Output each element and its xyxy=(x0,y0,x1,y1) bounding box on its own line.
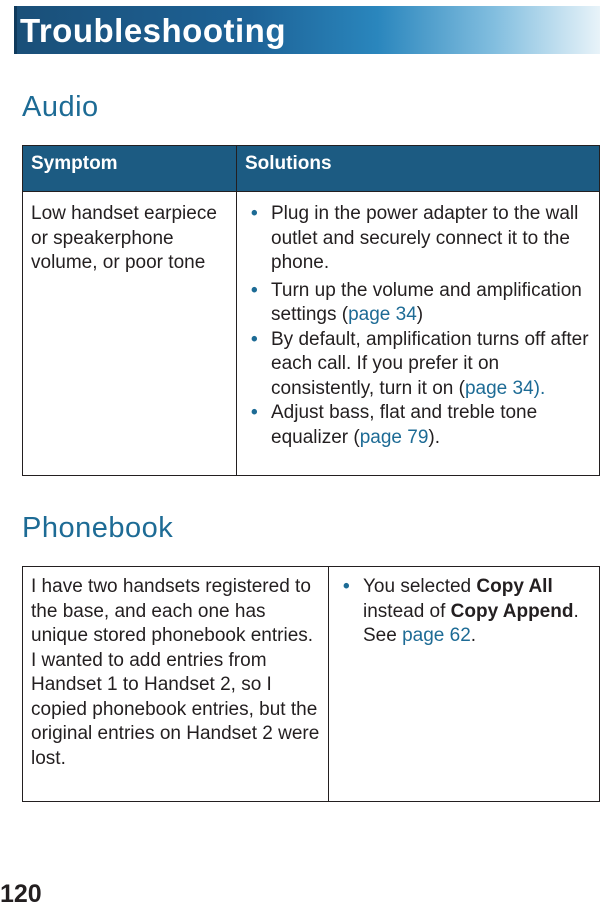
solutions-cell xyxy=(237,192,600,476)
bullet-icon: • xyxy=(343,576,350,597)
solution-text: Plug in the power adapter to the wall outlet and securely connect it to the phone. xyxy=(271,203,579,273)
solution-cell xyxy=(329,567,600,802)
menu-option-copy-append: Copy Append xyxy=(450,600,574,622)
solution-text: ). xyxy=(428,426,441,448)
phonebook-table xyxy=(22,566,600,802)
page-link[interactable]: page 34). xyxy=(464,377,546,399)
bullet-icon: • xyxy=(251,402,258,423)
symptom-column-header: Symptom xyxy=(23,146,237,192)
table-row xyxy=(23,567,600,802)
list-item xyxy=(245,328,591,402)
table-row xyxy=(23,192,600,476)
solutions-list xyxy=(337,575,591,649)
page-number: 120 xyxy=(0,880,42,908)
list-item xyxy=(337,575,591,649)
solution-text: . xyxy=(470,625,477,646)
page-title: Troubleshooting xyxy=(20,12,286,49)
phonebook-heading: Phonebook xyxy=(22,512,174,544)
page-link[interactable]: page 34 xyxy=(348,304,417,325)
page-link[interactable]: page 62 xyxy=(402,625,471,646)
solution-text: ) xyxy=(416,304,424,325)
list-item xyxy=(245,202,591,276)
audio-table-header xyxy=(23,146,600,192)
solution-text: You selected xyxy=(363,576,477,597)
symptom-cell: I have two handsets registered to the base, and each one has unique stored phonebook entries. I wanted to add entries from Handset 1 to Handset 2, so I copied phonebook entries, but the original entries on Handset 2 were lost. xyxy=(23,567,329,802)
solutions-column-header: Solutions xyxy=(237,146,600,192)
symptom-cell: Low handset earpiece or speakerphone volume, or poor tone xyxy=(23,192,237,476)
solution-text: instead of xyxy=(363,600,451,622)
solution-text: By default, amplification turns off after each call. If you prefer it on consistently, turn it on ( xyxy=(271,328,589,399)
bullet-icon: • xyxy=(251,328,258,350)
solution-text: Adjust bass, flat and treble tone equalizer ( xyxy=(271,402,538,448)
bullet-icon: • xyxy=(251,279,258,301)
bullet-icon: • xyxy=(251,203,258,224)
header-edge xyxy=(14,6,17,54)
list-item xyxy=(245,279,591,328)
solution-text: . See xyxy=(363,600,579,646)
list-item xyxy=(245,401,591,450)
audio-heading: Audio xyxy=(22,91,99,123)
solutions-list xyxy=(245,202,591,450)
solution-text: Turn up the volume and amplification settings ( xyxy=(271,279,582,325)
audio-table xyxy=(22,145,600,476)
page-link[interactable]: page 79 xyxy=(359,426,429,448)
menu-option-copy-all: Copy All xyxy=(476,576,553,597)
